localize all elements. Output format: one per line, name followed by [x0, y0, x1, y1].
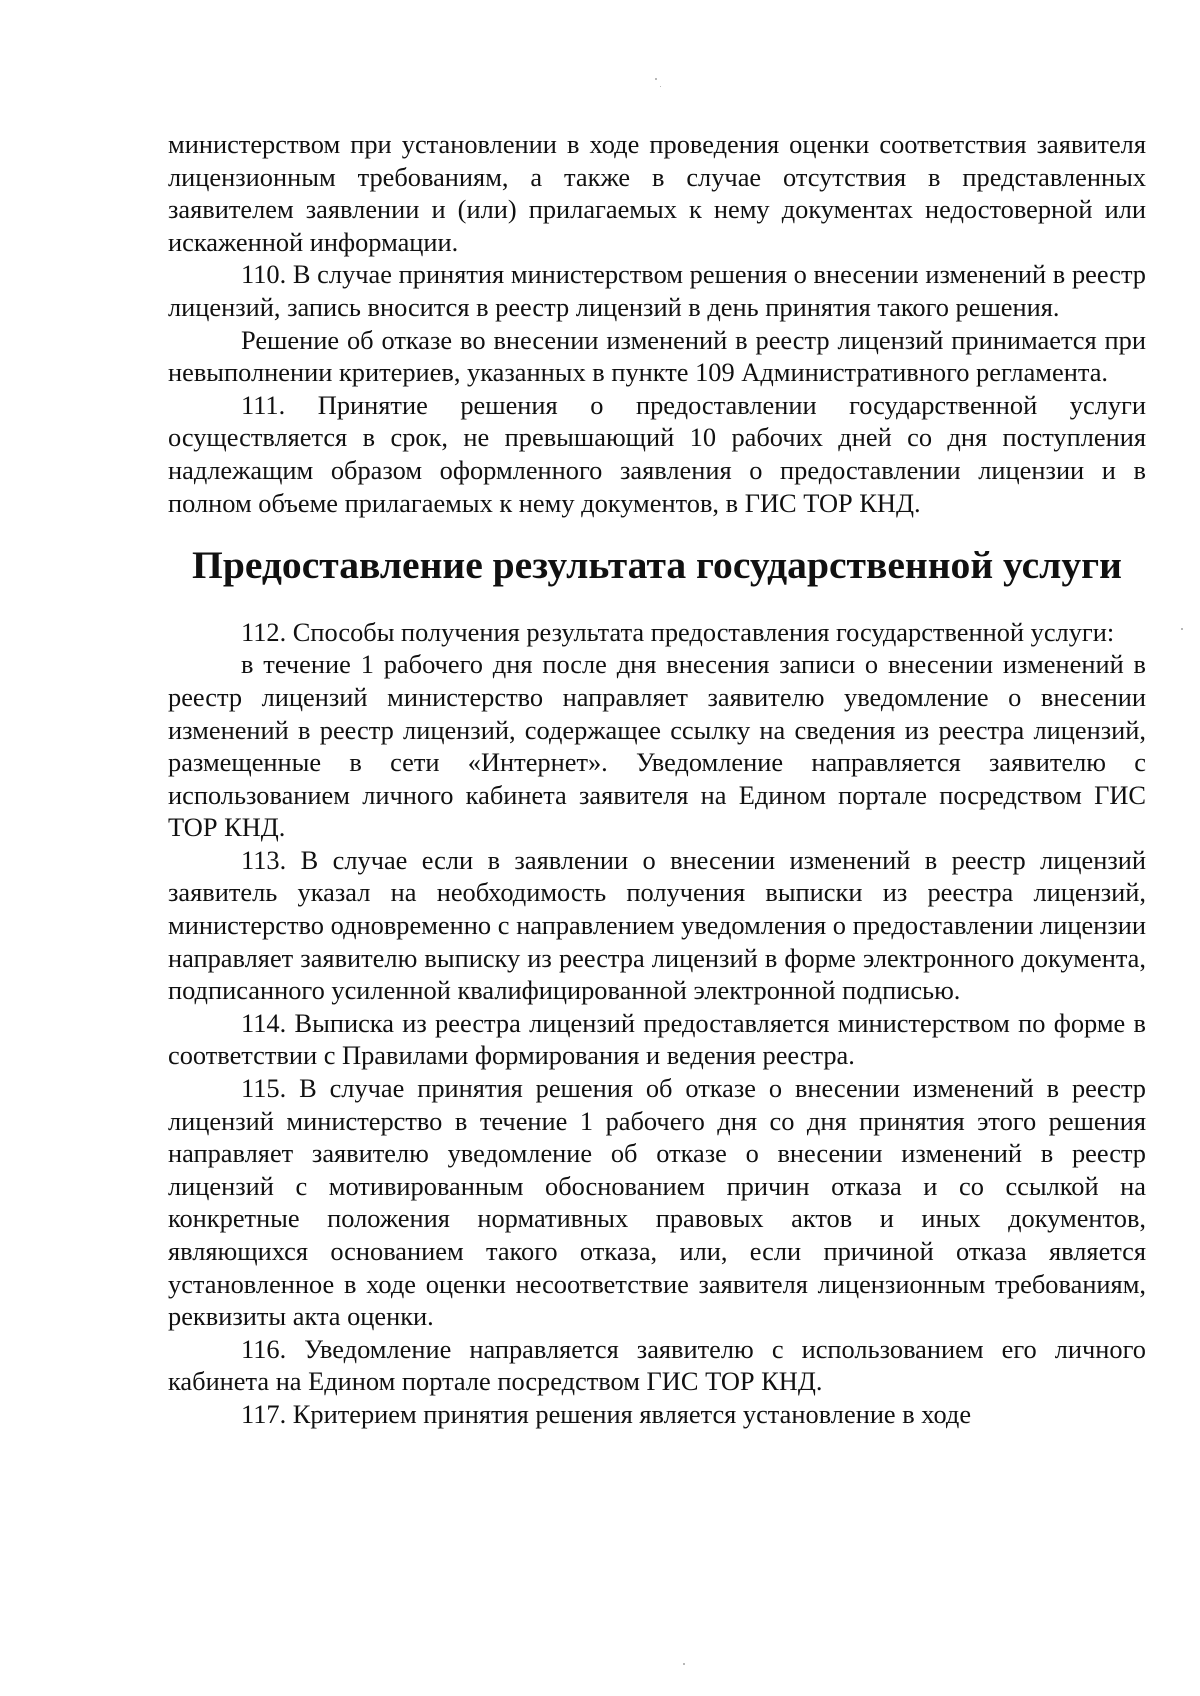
paragraph-112-item: в течение 1 рабочего дня после дня внесения записи о внесении изменений в реестр лицензий министерство направляет заявителю уведомление о внесении изменений в реестр лицензий, содержащее ссылку на сведения из реестра лицензий, размещенные в сети «Интернет». Уведомление направляется заявителю с использованием личного кабинета заявителя на Едином портале посредством ГИС ТОР КНД.: [168, 649, 1146, 843]
paragraph-116: 116. Уведомление направляется заявителю с использованием его личного кабинета на Едином портале посредством ГИС ТОР КНД.: [168, 1333, 1146, 1397]
paragraph-continued: министерством при установлении в ходе проведения оценки соответствия заявителя лицензионным требованиям, а также в случае отсутствия в представленных заявителем заявлении и (или) прилагаемых к нему документах недостоверной или искаженной информации.: [168, 129, 1146, 257]
scan-speck: [1181, 628, 1183, 630]
paragraph-110: 110. В случае принятия министерством решения о внесении изменений в реестр лицензий, запись вносится в реестр лицензий в день принятия такого решения.: [168, 259, 1146, 322]
section-heading: Предоставление результата государственной услуги: [192, 543, 1122, 588]
scan-speck: [655, 78, 657, 80]
paragraph-117: 117. Критерием принятия решения является установление в ходе: [241, 1398, 972, 1429]
paragraph-refusal-decision: Решение об отказе во внесении изменений в реестр лицензий принимается при невыполнении критериев, указанных в пункте 109 Административного регламента.: [168, 324, 1146, 388]
paragraph-112: 112. Способы получения результата предоставления государственной услуги:: [241, 616, 1115, 647]
paragraph-113: 113. В случае если в заявлении о внесении изменений в реестр лицензий заявитель указал на необходимость получения выписки из реестра лицензий, министерство одновременно с направлением уведомления о предоставлении лицензии направляет заявителю выписку из реестра лицензий в форме электронного документа, подписанного усиленной квалифицированной электронной подписью.: [168, 844, 1146, 1006]
document-body: [168, 128, 1146, 1431]
paragraph-114: 114. Выписка из реестра лицензий предоставляется министерством по форме в соответствии с Правилами формирования и ведения реестра.: [168, 1007, 1146, 1071]
scan-speck: [683, 1663, 685, 1665]
paragraph-111: 111. Принятие решения о предоставлении государственной услуги осуществляется в срок, не превышающий 10 рабочих дней со дня поступления надлежащим образом оформленного заявления о предоставлении лицензии и в полном объеме прилагаемых к нему документов, в ГИС ТОР КНД.: [168, 389, 1146, 518]
paragraph-115: 115. В случае принятия решения об отказе о внесении изменений в реестр лицензий министерство в течение 1 рабочего дня со дня принятия этого решения направляет заявителю уведомление об отказе о внесении изменений в реестр лицензий с мотивированным обоснованием причин отказа и со ссылкой на конкретные положения нормативных правовых актов и иных документов, являющихся основанием такого отказа, или, если причиной отказа является установленное в ходе оценки несоответствие заявителя лицензионным требованиям, реквизиты акта оценки.: [168, 1073, 1146, 1332]
scan-speck: [660, 86, 661, 87]
